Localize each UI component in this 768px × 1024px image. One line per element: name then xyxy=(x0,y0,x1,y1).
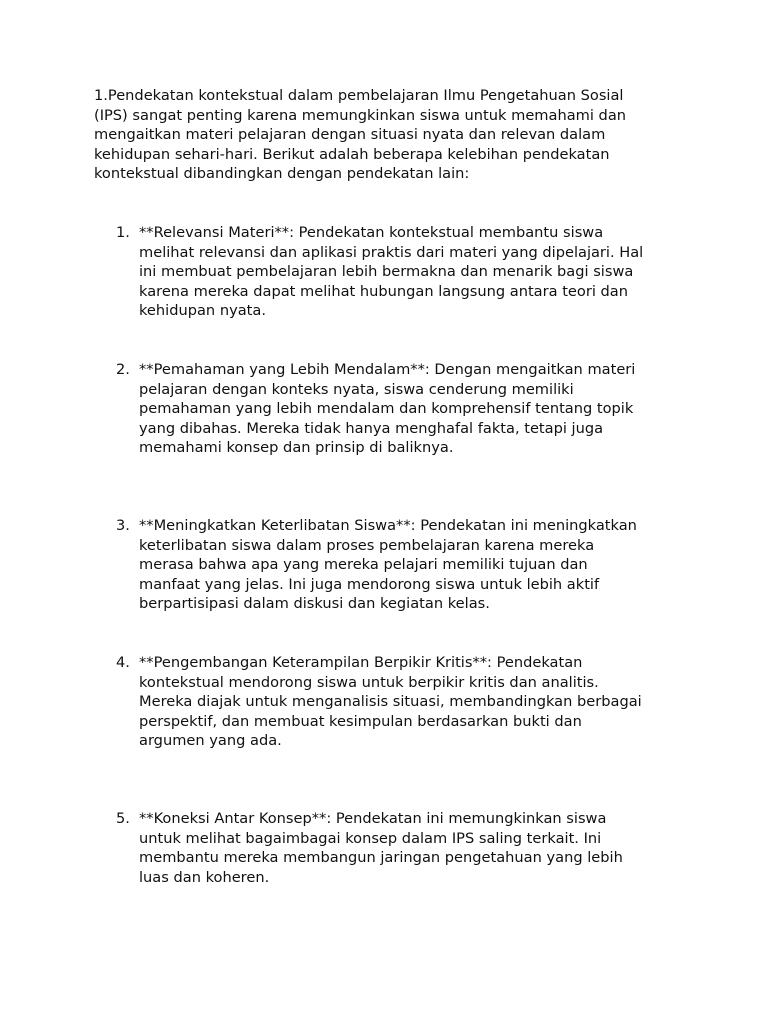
list-item-number: 4. xyxy=(116,654,130,671)
list-item-text: **Relevansi Materi**: Pendekatan kontekstual membantu siswa melihat relevansi dan aplikasi praktis dari materi yang dipelajari. Hal ini membuat pembelajaran lebih bermakna dan menarik bagi siswa karena mereka dapat melihat hubungan langsung antara teori dan kehidupan nyata. xyxy=(139,224,644,320)
list-item xyxy=(116,360,686,458)
list-item-text: **Koneksi Antar Konsep**: Pendekatan ini memungkinkan siswa untuk melihat bagaimbagai konsep dalam IPS saling terkait. Ini membantu mereka membangun jaringan pengetahuan yang lebih luas dan koheren. xyxy=(139,810,623,886)
list-item-number: 2. xyxy=(116,361,130,378)
list-item-number: 3. xyxy=(116,517,130,534)
list-item xyxy=(116,653,686,751)
list-item-text: **Pengembangan Keterampilan Berpikir Kritis**: Pendekatan kontekstual mendorong siswa untuk berpikir kritis dan analitis. Mereka diajak untuk menganalisis situasi, membandingkan berbagai perspektif, dan membuat kesimpulan berdasarkan bukti dan argumen yang ada. xyxy=(139,654,642,750)
list-item xyxy=(116,223,686,321)
list-item xyxy=(116,809,686,887)
list-item-text: **Pemahaman yang Lebih Mendalam**: Dengan mengaitkan materi pelajaran dengan konteks nyata, siswa cenderung memiliki pemahaman yang lebih mendalam dan komprehensif tentang topik yang dibahas. Mereka tidak hanya menghafal fakta, tetapi juga memahami konsep dan prinsip di baliknya. xyxy=(139,361,636,457)
intro-paragraph: 1.Pendekatan kontekstual dalam pembelajaran Ilmu Pengetahuan Sosial (IPS) sangat penting karena memungkinkan siswa untuk memahami dan mengaitkan materi pelajaran dengan situasi nyata dan relevan dalam kehidupan sehari-hari. Berikut adalah beberapa kelebihan pendekatan kontekstual dibandingkan dengan pendekatan lain: xyxy=(94,87,627,183)
list-item-number: 1. xyxy=(116,224,130,241)
list-item-text: **Meningkatkan Keterlibatan Siswa**: Pendekatan ini meningkatkan keterlibatan siswa dalam proses pembelajaran karena mereka merasa bahwa apa yang mereka pelajari memiliki tujuan dan manfaat yang jelas. Ini juga mendorong siswa untuk lebih aktif berpartisipasi dalam diskusi dan kegiatan kelas. xyxy=(139,517,637,613)
list-item-number: 5. xyxy=(116,810,130,827)
list-item xyxy=(116,516,686,614)
